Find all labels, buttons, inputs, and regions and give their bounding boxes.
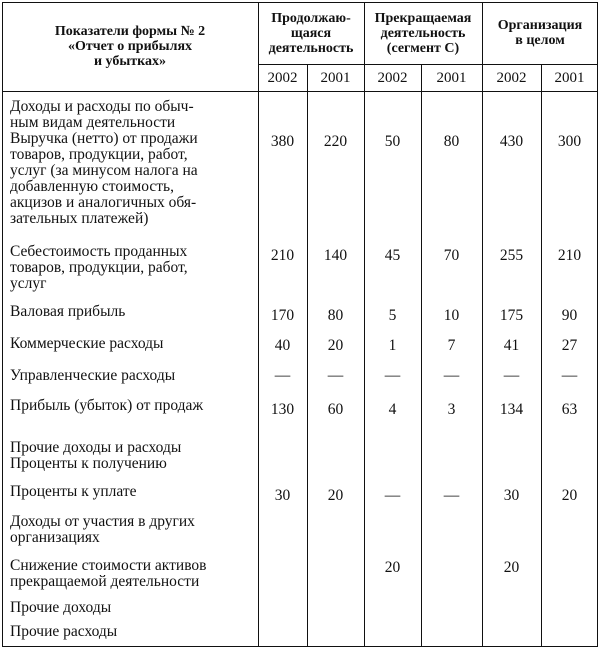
column-divider bbox=[421, 64, 422, 647]
cell-value: 90 bbox=[561, 307, 578, 324]
cell-value: 50 bbox=[384, 133, 401, 150]
cell-value: 134 bbox=[499, 401, 524, 418]
cell-value: 300 bbox=[557, 133, 582, 150]
column-divider bbox=[364, 2, 365, 647]
cell-value: 140 bbox=[323, 247, 348, 264]
cell-value: 3 bbox=[447, 401, 456, 418]
year-label: 2001 bbox=[554, 70, 585, 86]
cell-value: 255 bbox=[499, 247, 524, 264]
row-label: Снижение стоимости активов прекращаемой деятельности bbox=[10, 557, 207, 590]
cell-value: 130 bbox=[270, 401, 295, 418]
row-label: Себестоимость проданных товаров, продукции, работ, услуг bbox=[10, 243, 188, 292]
cell-value: 1 bbox=[388, 337, 397, 354]
row-label: Доходы от участия в других организациях bbox=[10, 513, 195, 546]
row-label: Прочие доходы bbox=[10, 599, 112, 616]
cell-value: 175 bbox=[499, 307, 524, 324]
cell-value: 170 bbox=[270, 307, 295, 324]
year-label: 2001 bbox=[436, 70, 467, 86]
row-label: Проценты к уплате bbox=[10, 483, 137, 500]
cell-value: 20 bbox=[561, 487, 578, 504]
header-continuing: Продолжаю- щаяся деятельность bbox=[268, 11, 354, 56]
cell-value: 27 bbox=[561, 337, 578, 354]
cell-value: 60 bbox=[327, 401, 344, 418]
income-statement-table bbox=[2, 2, 598, 647]
cell-value: 70 bbox=[443, 247, 460, 264]
header-indicators: Показатели формы № 2 «Отчет о прибылях и убытках» bbox=[54, 24, 206, 69]
header-organization: Организация в целом bbox=[497, 18, 583, 48]
cell-value: — bbox=[384, 367, 401, 384]
cell-value: — bbox=[327, 367, 344, 384]
cell-value: — bbox=[503, 367, 520, 384]
cell-value: 30 bbox=[503, 487, 520, 504]
cell-value: 45 bbox=[384, 247, 401, 264]
cell-value: 40 bbox=[274, 337, 291, 354]
row-label: Коммерческие расходы bbox=[10, 335, 164, 352]
cell-value: 7 bbox=[447, 337, 456, 354]
column-divider bbox=[307, 64, 308, 647]
header-bottom-line bbox=[2, 91, 598, 92]
cell-value: 4 bbox=[388, 401, 397, 418]
cell-value: 20 bbox=[384, 559, 401, 576]
column-divider bbox=[482, 2, 483, 647]
cell-value: 220 bbox=[323, 133, 348, 150]
row-label: Прочие расходы bbox=[10, 623, 118, 640]
cell-value: 63 bbox=[561, 401, 578, 418]
header-divider bbox=[258, 64, 598, 65]
cell-value: 210 bbox=[557, 247, 582, 264]
cell-value: 20 bbox=[327, 487, 344, 504]
cell-value: 80 bbox=[443, 133, 460, 150]
cell-value: 210 bbox=[270, 247, 295, 264]
cell-value: 41 bbox=[503, 337, 520, 354]
cell-value: 10 bbox=[443, 307, 460, 324]
year-label: 2002 bbox=[496, 70, 527, 86]
cell-value: — bbox=[561, 367, 578, 384]
row-label: Управленческие расходы bbox=[10, 367, 176, 384]
cell-value: 20 bbox=[327, 337, 344, 354]
cell-value: — bbox=[274, 367, 291, 384]
cell-value: 20 bbox=[503, 559, 520, 576]
year-label: 2001 bbox=[320, 70, 351, 86]
cell-value: — bbox=[443, 367, 460, 384]
cell-value: 380 bbox=[270, 133, 295, 150]
cell-value: 430 bbox=[499, 133, 524, 150]
cell-value: 30 bbox=[274, 487, 291, 504]
row-label: Валовая прибыль bbox=[10, 303, 126, 320]
header-discontinued: Прекращаемая деятельность (сегмент С) bbox=[374, 11, 472, 56]
row-label: Прочие доходы и расходы Проценты к получению bbox=[10, 439, 182, 472]
row-label: Доходы и расходы по обыч- ным видам деятельности Выручка (нетто) от продажи товаров, продукции, работ, услуг (за минусом налога на добавленную стоимость, акцизов и аналогичных обя- зательных платежей) bbox=[10, 98, 198, 227]
year-label: 2002 bbox=[267, 70, 298, 86]
row-label: Прибыль (убыток) от продаж bbox=[10, 397, 204, 414]
year-label: 2002 bbox=[377, 70, 408, 86]
cell-value: — bbox=[443, 487, 460, 504]
column-divider bbox=[541, 64, 542, 647]
cell-value: 5 bbox=[388, 307, 397, 324]
cell-value: — bbox=[384, 487, 401, 504]
cell-value: 80 bbox=[327, 307, 344, 324]
